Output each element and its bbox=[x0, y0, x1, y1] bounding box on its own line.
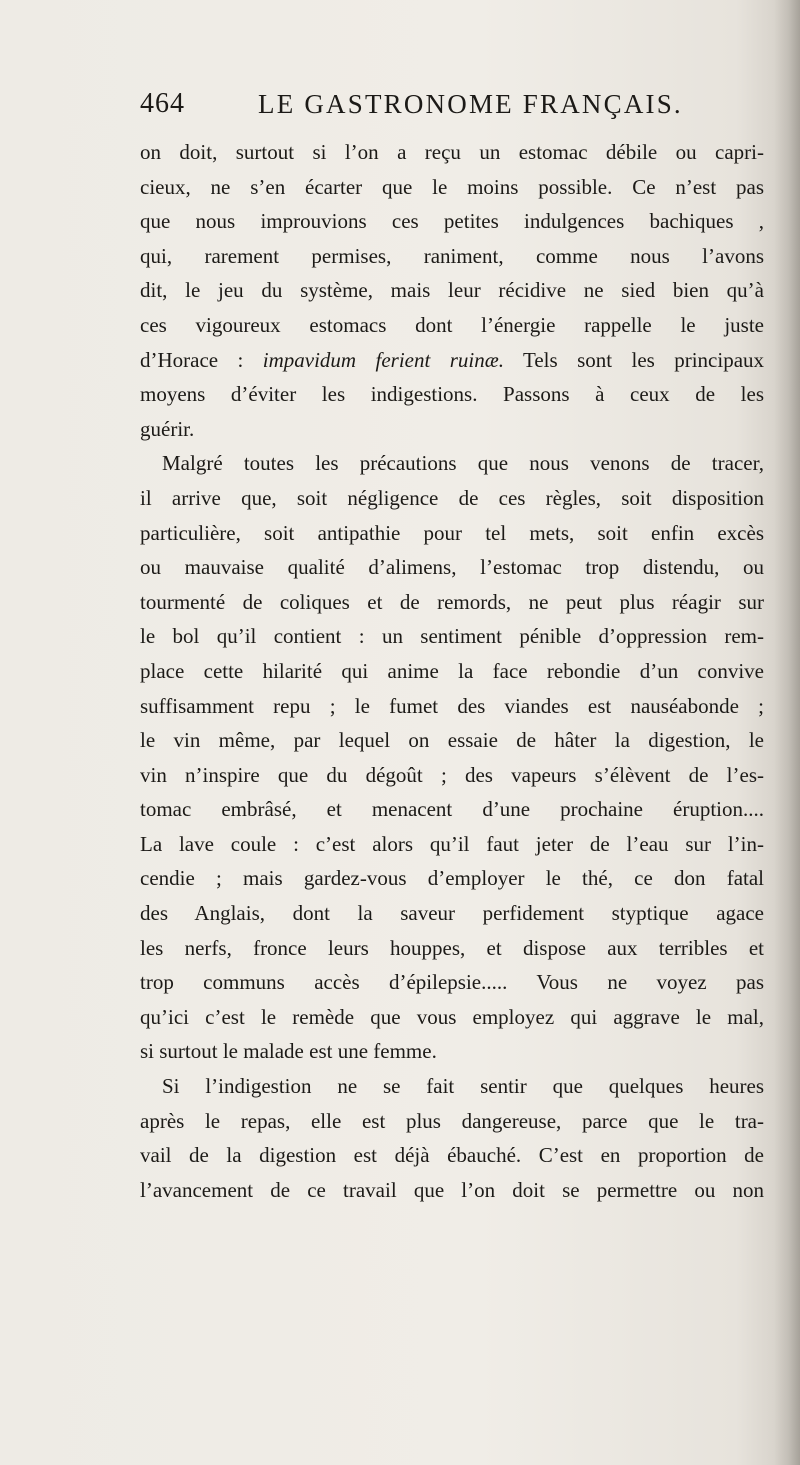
paragraph-start-line: Si l’indigestion ne se fait sentir que quelques heures bbox=[162, 1074, 764, 1099]
text-line: vail de la digestion est déjà ébauché. C’est en proportion de bbox=[140, 1143, 764, 1168]
text-line: particulière, soit antipathie pour tel mets, soit enfin excès bbox=[140, 520, 764, 545]
text-line: le vin même, par lequel on essaie de hâter la digestion, le bbox=[140, 728, 764, 753]
text-line: après le repas, elle est plus dangereuse, parce que le tra- bbox=[140, 1108, 764, 1133]
page-header bbox=[140, 84, 780, 124]
text-line: il arrive que, soit négligence de ces règles, soit disposition bbox=[140, 485, 764, 510]
text-line: cendie ; mais gardez-vous d’employer le thé, ce don fatal bbox=[140, 866, 764, 891]
page-edge-shadow bbox=[774, 0, 800, 1465]
text-line: que nous improuvions ces petites indulgences bachiques , bbox=[140, 209, 764, 234]
text-line: tomac embrâsé, et menacent d’une prochaine éruption.... bbox=[140, 797, 764, 822]
text-line: si surtout le malade est une femme. bbox=[140, 1039, 437, 1064]
text-line: cieux, ne s’en écarter que le moins possible. Ce n’est pas bbox=[140, 174, 764, 199]
text-line: dit, le jeu du système, mais leur récidive ne sied bien qu’à bbox=[140, 278, 764, 303]
text-line: ou mauvaise qualité d’alimens, l’estomac trop distendu, ou bbox=[140, 555, 764, 580]
text-line: des Anglais, dont la saveur perfidement styptique agace bbox=[140, 901, 764, 926]
running-title: LE GASTRONOME FRANÇAIS. bbox=[258, 89, 683, 119]
text-line-with-quote bbox=[140, 343, 764, 378]
latin-quotation: impavidum ferient ruinæ. bbox=[262, 347, 504, 372]
text-line: qu’ici c’est le remède que vous employez qui aggrave le mal, bbox=[140, 1004, 764, 1029]
text-segment: Tels sont les principaux bbox=[523, 347, 765, 372]
text-line: ces vigoureux estomacs dont l’énergie rappelle le juste bbox=[140, 312, 764, 337]
text-line: suffisamment repu ; le fumet des viandes est nauséabonde ; bbox=[140, 693, 764, 718]
text-line: La lave coule : c’est alors qu’il faut jeter de l’eau sur l’in- bbox=[140, 831, 764, 856]
text-line: guérir. bbox=[140, 416, 195, 441]
page-number: 464 bbox=[140, 88, 185, 119]
text-line: place cette hilarité qui anime la face rebondie d’un convive bbox=[140, 658, 764, 683]
body-text bbox=[140, 135, 764, 1207]
paragraph-start-line: Malgré toutes les précautions que nous venons de tracer, bbox=[162, 451, 764, 476]
text-line: le bol qu’il contient : un sentiment pénible d’oppression rem- bbox=[140, 624, 764, 649]
text-line: les nerfs, fronce leurs houppes, et dispose aux terribles et bbox=[140, 935, 764, 960]
text-segment: d’Horace : bbox=[140, 347, 244, 372]
text-line: on doit, surtout si l’on a reçu un estomac débile ou capri- bbox=[140, 140, 764, 164]
text-line: l’avancement de ce travail que l’on doit se permettre ou non bbox=[140, 1177, 764, 1202]
text-line: qui, rarement permises, raniment, comme nous l’avons bbox=[140, 243, 764, 268]
text-line: trop communs accès d’épilepsie..... Vous ne voyez pas bbox=[140, 970, 764, 995]
text-line: vin n’inspire que du dégoût ; des vapeurs s’élèvent de l’es- bbox=[140, 762, 764, 787]
text-line: tourmenté de coliques et de remords, ne peut plus réagir sur bbox=[140, 589, 764, 614]
text-line: moyens d’éviter les indigestions. Passons à ceux de les bbox=[140, 382, 764, 407]
